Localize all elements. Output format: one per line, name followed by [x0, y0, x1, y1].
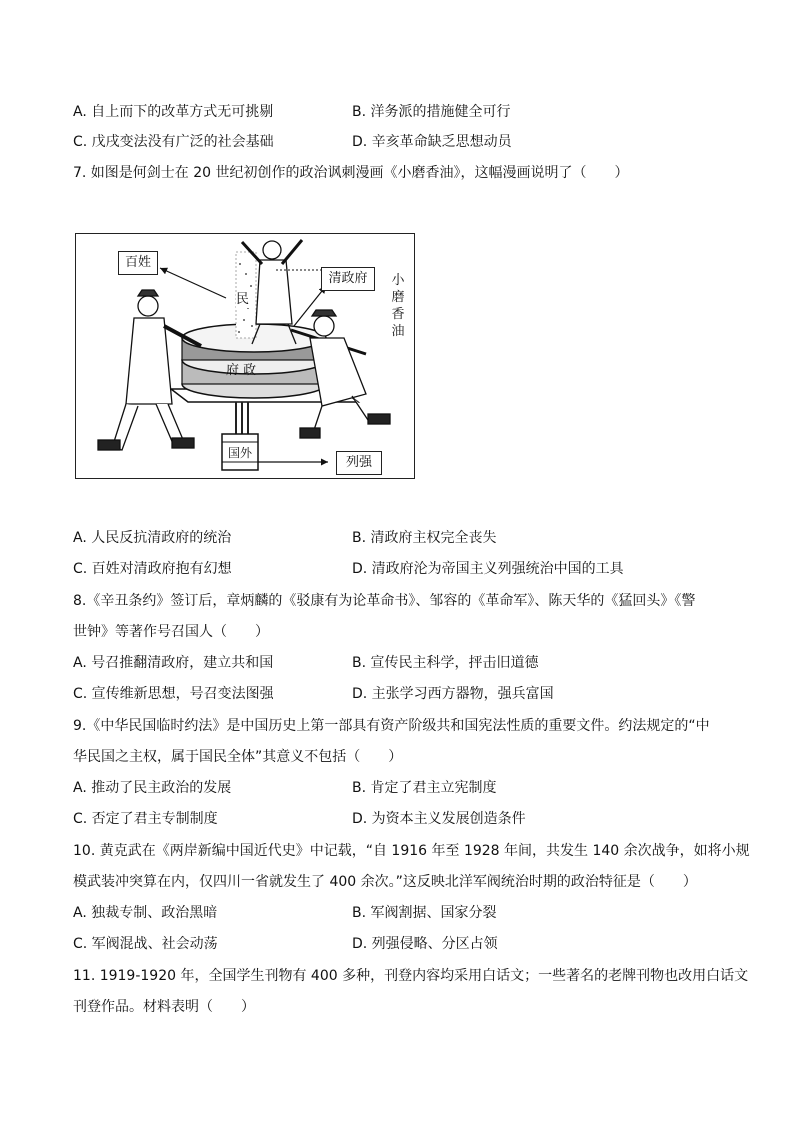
q8-stem-line2: 世钟》等著作号召国人（ ）	[73, 624, 269, 640]
q10-stem-line1: 10. 黄克武在《两岸新编中国近代史》中记载，“自 1916 年至 1928 年间，共发生 140 余次战争，如将小规	[73, 843, 750, 859]
q6-option-b: B. 洋务派的措施健全可行	[352, 104, 511, 120]
cartoon-figure	[75, 233, 415, 479]
q11-stem-line2: 刊登作品。材料表明（ ）	[73, 999, 255, 1015]
q6-option-c: C. 戊戌变法没有广泛的社会基础	[73, 134, 274, 150]
label-fuzheng: 府 政	[226, 363, 257, 378]
q7-option-a: A. 人民反抗清政府的统治	[73, 530, 232, 546]
label-box-qingzhengfu: 清政府	[321, 267, 375, 291]
q11-stem-line1: 11. 1919-1920 年，全国学生刊物有 400 多种，刊登内容均采用白话文；一些著名的老牌刊物也改用白话文	[73, 968, 749, 984]
q10-stem-line2: 模武装冲突算在内，仅四川一省就发生了 400 余次。”这反映北洋军阀统治时期的政治特征是（ ）	[73, 874, 697, 890]
q10-option-c: C. 军阀混战、社会动荡	[73, 936, 218, 952]
q9-stem-line1: 9.《中华民国临时约法》是中国历史上第一部具有资产阶级共和国宪法性质的重要文件。约法规定的“中	[73, 718, 710, 734]
q8-option-a: A. 号召推翻清政府，建立共和国	[73, 655, 274, 671]
q7-option-b: B. 清政府主权完全丧失	[352, 530, 497, 546]
q8-option-b: B. 宣传民主科学，抨击旧道德	[352, 655, 539, 671]
label-box-baixing: 百姓	[118, 251, 158, 275]
q9-option-d: D. 为资本主义发展创造条件	[352, 811, 526, 827]
q8-option-d: D. 主张学习西方器物，强兵富国	[352, 686, 554, 702]
q7-option-d: D. 清政府沦为帝国主义列强统治中国的工具	[352, 561, 624, 577]
q9-option-a: A. 推动了民主政治的发展	[73, 780, 232, 796]
q7-option-c: C. 百姓对清政府抱有幻想	[73, 561, 232, 577]
q8-option-c: C. 宣传维新思想，号召变法图强	[73, 686, 274, 702]
label-min: 民	[236, 292, 250, 307]
q7-stem: 7. 如图是何剑士在 20 世纪初创作的政治讽刺漫画《小磨香油》，这幅漫画说明了（ ）	[73, 165, 629, 181]
q9-option-c: C. 否定了君主专制制度	[73, 811, 218, 827]
q10-option-d: D. 列强侵略、分区占领	[352, 936, 498, 952]
vertical-title: 小磨香油	[391, 273, 405, 339]
q6-option-a: A. 自上而下的改革方式无可挑剔	[73, 104, 274, 120]
q10-option-a: A. 独裁专制、政治黑暗	[73, 905, 218, 921]
q9-stem-line2: 华民国之主权，属于国民全体”其意义不包括（ ）	[73, 749, 403, 765]
q10-option-b: B. 军阀割据、国家分裂	[352, 905, 497, 921]
label-guowai: 国外	[228, 446, 253, 460]
label-box-lieqiang: 列强	[336, 451, 382, 475]
q8-stem-line1: 8.《辛丑条约》签订后，章炳麟的《驳康有为论革命书》、邹容的《革命军》、陈天华的《猛回头》《警	[73, 593, 696, 609]
q9-option-b: B. 肯定了君主立宪制度	[352, 780, 497, 796]
q6-option-d: D. 辛亥革命缺乏思想动员	[352, 134, 512, 150]
